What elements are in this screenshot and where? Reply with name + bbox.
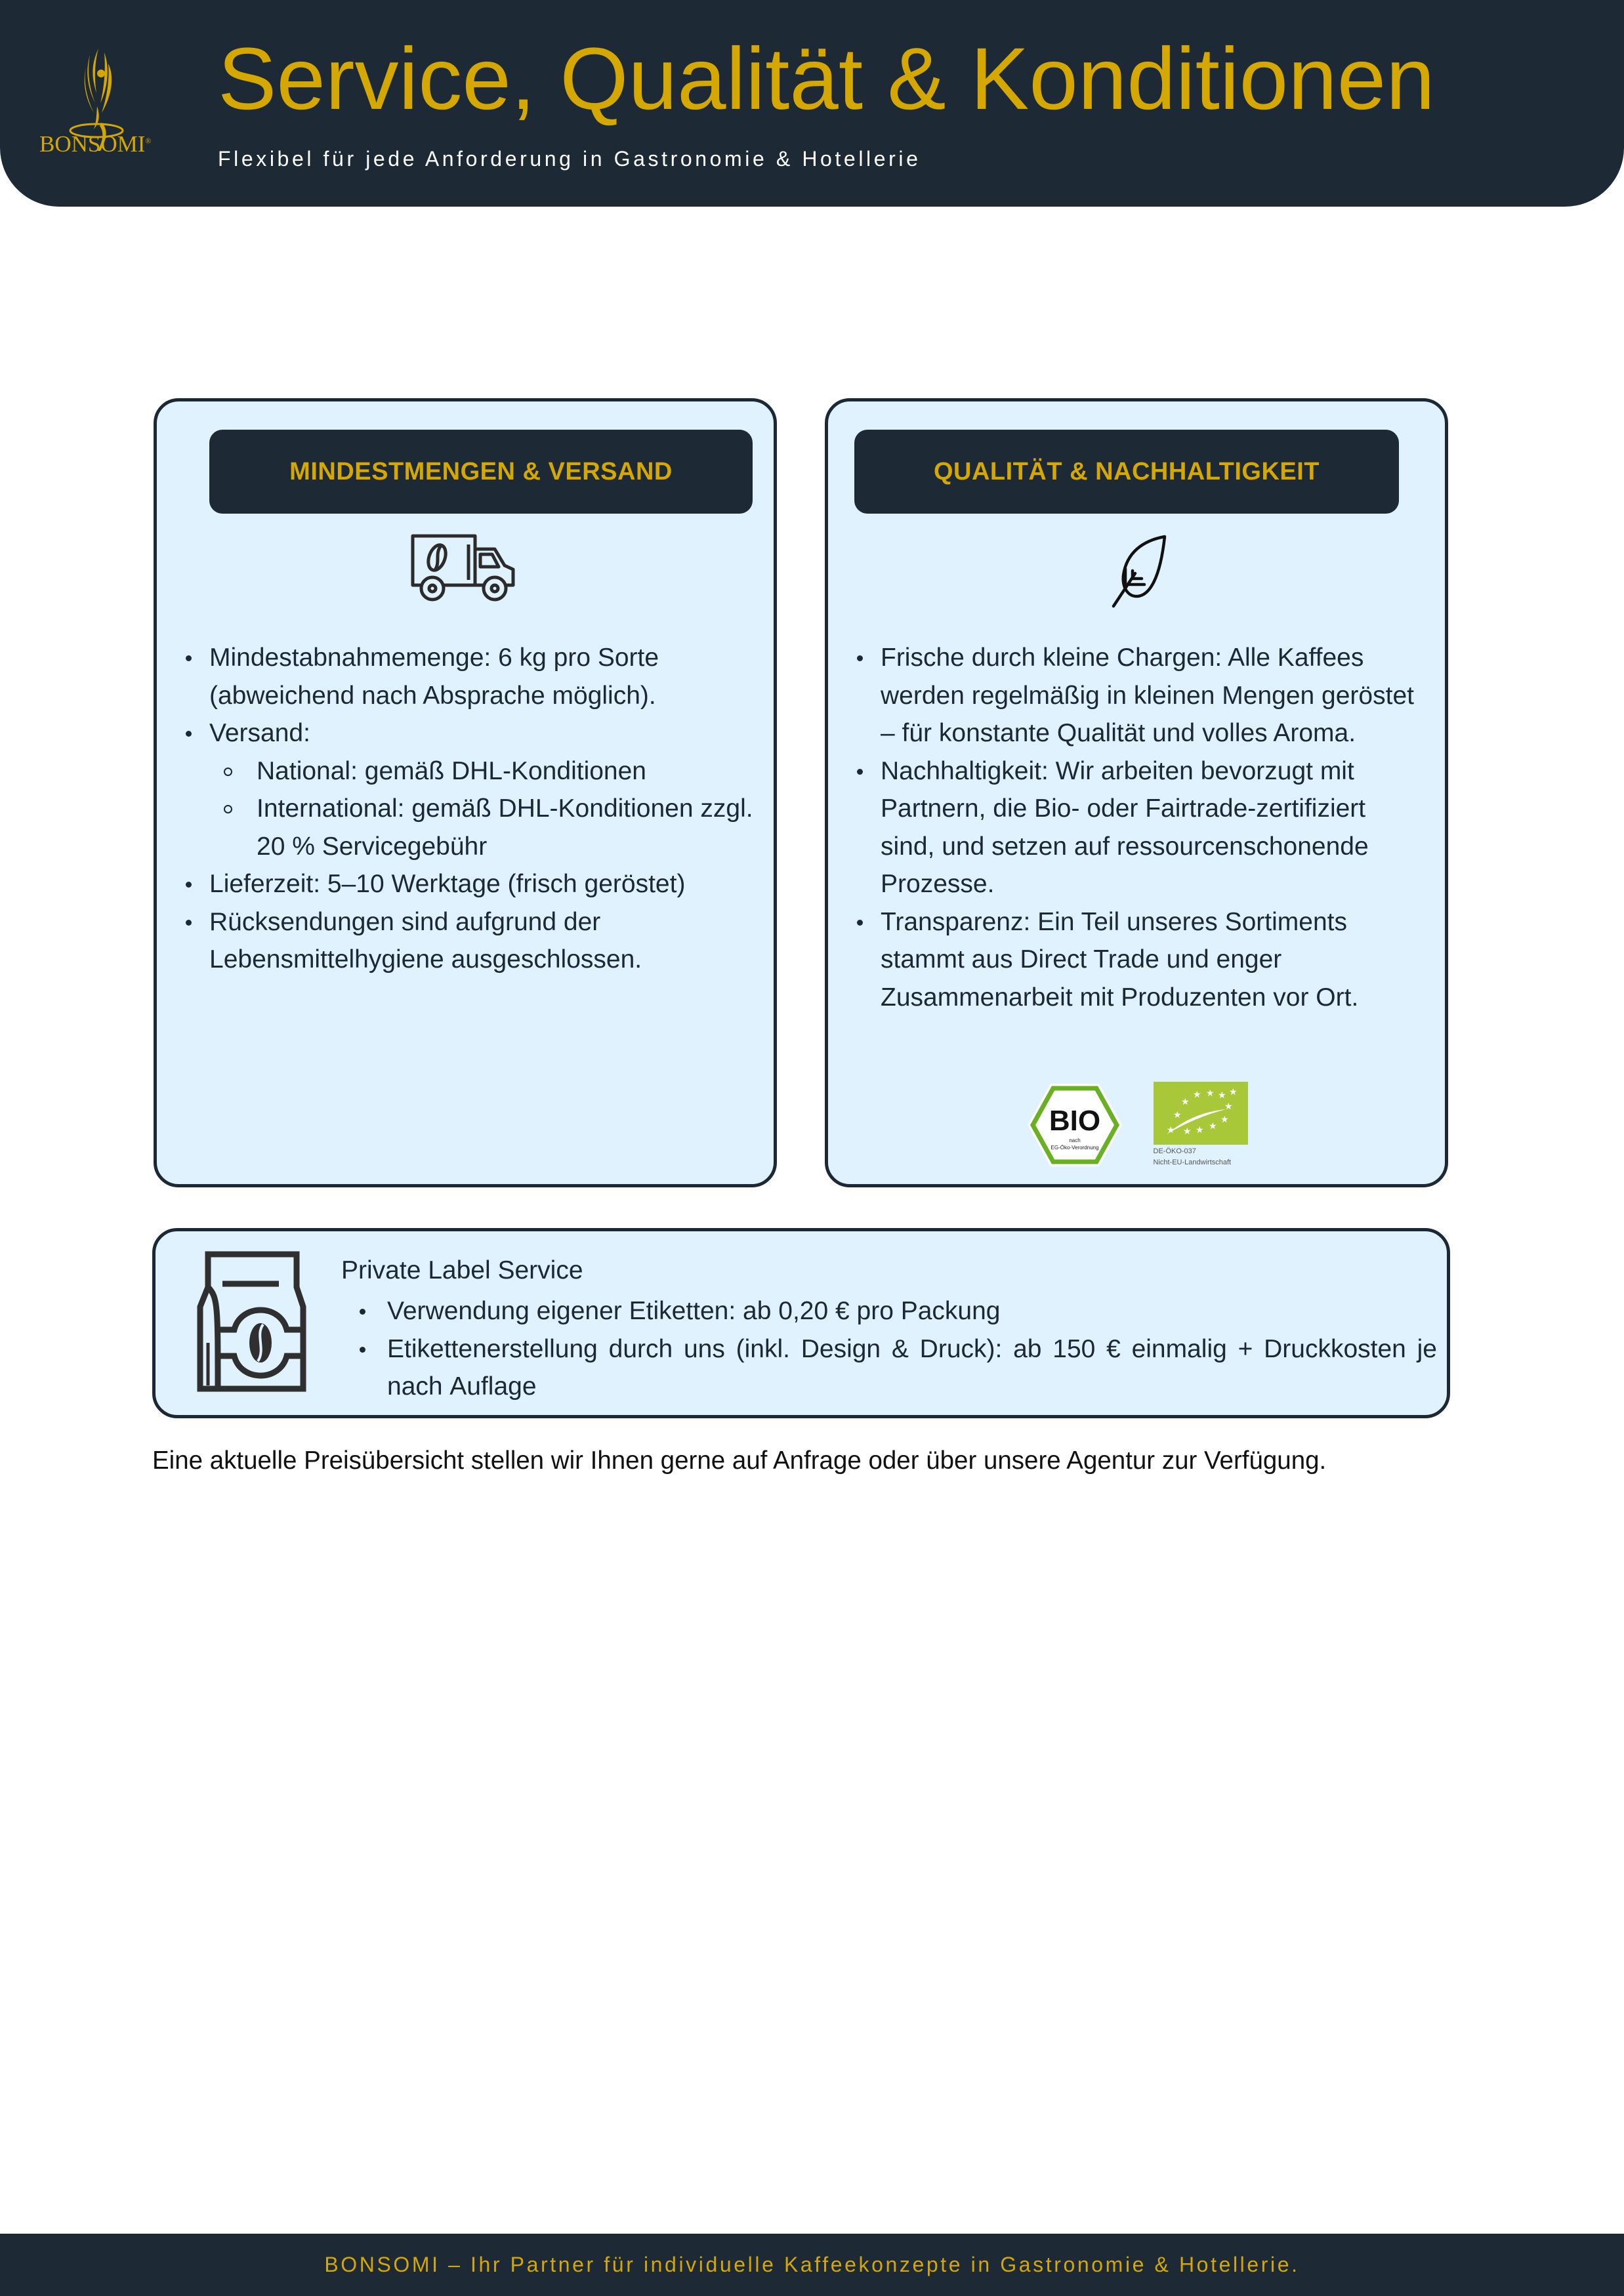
page-title: Service, Qualität & Konditionen xyxy=(218,30,1435,128)
svg-text:★: ★ xyxy=(1195,1124,1204,1135)
svg-text:★: ★ xyxy=(1173,1109,1182,1120)
footer-text: BONSOMI – Ihr Partner für individuelle Kaffeekonzepte in Gastronomie & Hotellerie. xyxy=(324,2253,1300,2276)
sublist-item: International: gemäß DHL-Konditionen zzgl. 20 % Servicegebühr xyxy=(209,790,754,865)
list-item: Lieferzeit: 5–10 Werktage (frisch geröstet) xyxy=(177,865,754,903)
svg-text:★: ★ xyxy=(1217,1090,1226,1100)
svg-text:★: ★ xyxy=(1224,1101,1233,1111)
card-heading: QUALITÄT & NACHHALTIGKEIT xyxy=(854,430,1399,514)
svg-text:★: ★ xyxy=(1228,1086,1238,1097)
list-item: Mindestabnahmemenge: 6 kg pro Sorte (abweichend nach Absprache möglich). xyxy=(177,639,754,714)
certification-seals xyxy=(828,1082,1445,1168)
list-item: Transparenz: Ein Teil unseres Sortiments stammt aus Direct Trade und enger Zusammenarbeit mit Produzenten vor Ort. xyxy=(848,903,1425,1017)
bio-seal-caption-1: nach xyxy=(1068,1138,1081,1143)
shipping-list xyxy=(177,639,754,979)
quality-list xyxy=(848,639,1425,1016)
svg-text:★: ★ xyxy=(1208,1120,1217,1131)
private-label-box xyxy=(152,1228,1450,1418)
list-item xyxy=(177,714,754,865)
svg-text:★: ★ xyxy=(1166,1124,1175,1135)
svg-text:★: ★ xyxy=(1192,1089,1201,1099)
page-header xyxy=(0,0,1624,207)
private-label-title: Private Label Service xyxy=(341,1256,583,1284)
brand-name: BONSOMI xyxy=(39,131,146,157)
svg-text:★: ★ xyxy=(1220,1114,1229,1124)
eu-origin-label: Nicht-EU-Landwirtschaft xyxy=(1153,1158,1232,1166)
price-overview-note: Eine aktuelle Preisübersicht stellen wir Ihnen gerne auf Anfrage oder über unsere Agentur zur Verfügung. xyxy=(152,1446,1327,1475)
list-item: Nachhaltigkeit: Wir arbeiten bevorzugt mit Partnern, die Bio- oder Fairtrade-zertifiziert sind, und setzen auf ressourcenschonende Prozesse. xyxy=(848,752,1425,903)
shipping-sublist xyxy=(209,752,754,866)
list-item: Etikettenerstellung durch uns (inkl. Design & Druck): ab 150 € einmalig + Druckkosten je nach Auflage xyxy=(341,1330,1437,1406)
card-heading: MINDESTMENGEN & VERSAND xyxy=(209,430,753,514)
private-label-list xyxy=(341,1292,1588,1406)
page-subtitle: Flexibel für jede Anforderung in Gastronomie & Hotellerie xyxy=(218,147,921,171)
brand-wordmark xyxy=(39,131,151,157)
svg-text:★: ★ xyxy=(1205,1088,1215,1098)
bio-seal-icon xyxy=(1026,1082,1124,1168)
bio-seal-caption-2: EG-Öko-Verordnung xyxy=(1051,1145,1098,1151)
eu-organic-seal xyxy=(1154,1082,1248,1168)
sublist-item: National: gemäß DHL-Konditionen xyxy=(209,752,754,790)
svg-text:★: ★ xyxy=(1180,1096,1190,1107)
page-footer xyxy=(0,2234,1624,2296)
delivery-truck-icon xyxy=(409,533,521,605)
card-minimum-order-shipping xyxy=(154,398,777,1187)
bio-seal-word: BIO xyxy=(1049,1105,1100,1137)
card-quality-sustainability xyxy=(825,398,1448,1187)
list-item-label: Versand: xyxy=(209,719,310,747)
eu-control-code: DE-ÖKO-037 xyxy=(1153,1147,1196,1155)
svg-text:★: ★ xyxy=(1182,1126,1192,1136)
list-item: Rücksendungen sind aufgrund der Lebensmittelhygiene ausgeschlossen. xyxy=(177,903,754,979)
list-item: Verwendung eigener Etiketten: ab 0,20 € pro Packung xyxy=(341,1292,1588,1330)
registered-mark: ® xyxy=(145,136,152,146)
leaf-icon xyxy=(1097,533,1176,608)
coffee-bag-icon xyxy=(195,1251,310,1395)
eu-organic-leaf-icon xyxy=(1154,1082,1248,1145)
list-item: Frische durch kleine Chargen: Alle Kaffees werden regelmäßig in kleinen Mengen geröstet – für konstante Qualität und volles Aroma. xyxy=(848,639,1425,752)
